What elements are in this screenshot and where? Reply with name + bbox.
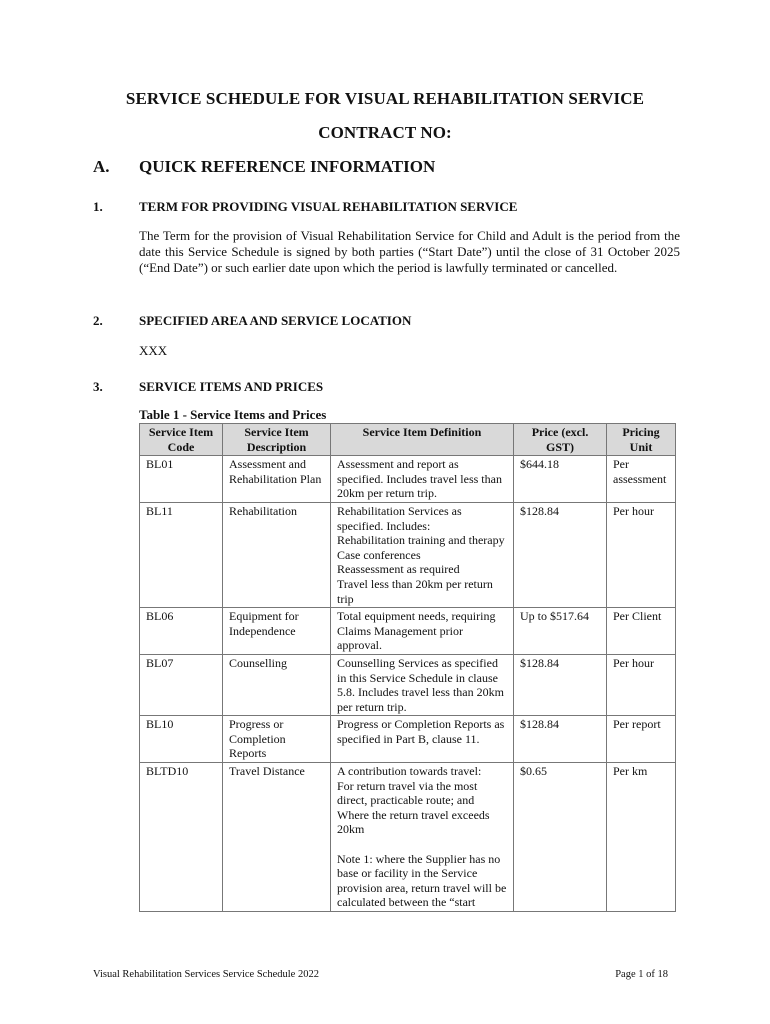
cell-price: $128.84 [514, 654, 607, 715]
table-caption: Table 1 - Service Items and Prices [139, 407, 327, 422]
cell-unit: Per Client [607, 608, 676, 655]
cell-definition: Rehabilitation Services as specified. Includes: Rehabilitation training and therapy Case conferences Reassessment as required Travel less than 20km per return trip [331, 502, 514, 607]
cell-code: BL01 [140, 456, 223, 503]
cell-description: Rehabilitation [223, 502, 331, 607]
cell-definition: Total equipment needs, requiring Claims Management prior approval. [331, 608, 514, 655]
cell-code: BL11 [140, 502, 223, 607]
cell-unit: Per hour [607, 654, 676, 715]
cell-description: Assessment and Rehabilitation Plan [223, 456, 331, 503]
cell-code: BL10 [140, 716, 223, 763]
cell-price: Up to $517.64 [514, 608, 607, 655]
cell-unit: Per km [607, 763, 676, 912]
table-row [140, 763, 676, 912]
header-definition: Service Item Definition [331, 424, 514, 456]
term-paragraph: The Term for the provision of Visual Rehabilitation Service for Child and Adult is the period from the date this Service Schedule is signed by both parties (“Start Date”) until the close of 31 October 2025 (“End Date”) or such earlier date upon which the period is lawfully terminated or cancelled. [139, 228, 680, 275]
cell-code: BLTD10 [140, 763, 223, 912]
header-code: Service Item Code [140, 424, 223, 456]
cell-price: $0.65 [514, 763, 607, 912]
cell-unit: Per report [607, 716, 676, 763]
section-number: 3. [93, 379, 103, 394]
table-row [140, 608, 676, 655]
section-a-title: QUICK REFERENCE INFORMATION [139, 157, 436, 176]
table-header-row [140, 424, 676, 456]
document-title: SERVICE SCHEDULE FOR VISUAL REHABILITATION SERVICE [125, 89, 645, 108]
footer-document-name: Visual Rehabilitation Services Service Schedule 2022 [93, 969, 319, 980]
section-title: TERM FOR PROVIDING VISUAL REHABILITATION SERVICE [139, 199, 518, 214]
header-price: Price (excl. GST) [514, 424, 607, 456]
cell-definition: A contribution towards travel: For return travel via the most direct, practicable route; and Where the return travel exceeds 20km Note 1: where the Supplier has no base or facility in the Service provision area, return travel will be calculated between the “start [331, 763, 514, 912]
cell-price: $128.84 [514, 716, 607, 763]
cell-price: $644.18 [514, 456, 607, 503]
service-items-table [139, 423, 676, 912]
cell-description: Equipment for Independence [223, 608, 331, 655]
cell-description: Travel Distance [223, 763, 331, 912]
table-row [140, 716, 676, 763]
header-unit: Pricing Unit [607, 424, 676, 456]
table-row [140, 654, 676, 715]
cell-description: Counselling [223, 654, 331, 715]
table-row [140, 456, 676, 503]
section-title: SERVICE ITEMS AND PRICES [139, 379, 324, 394]
header-description: Service Item Description [223, 424, 331, 456]
cell-description: Progress or Completion Reports [223, 716, 331, 763]
section-number: 2. [93, 313, 103, 328]
cell-code: BL06 [140, 608, 223, 655]
contract-number: CONTRACT NO: [318, 123, 452, 142]
cell-unit: Per assessment [607, 456, 676, 503]
cell-definition: Counselling Services as specified in this Service Schedule in clause 5.8. Includes travel less than 20km per return trip. [331, 654, 514, 715]
cell-unit: Per hour [607, 502, 676, 607]
section-title: SPECIFIED AREA AND SERVICE LOCATION [139, 313, 412, 328]
service-location-value: XXX [139, 343, 168, 358]
section-number: 1. [93, 199, 103, 214]
section-a-number: A. [93, 157, 110, 176]
footer-page-number: Page 1 of 18 [615, 969, 668, 980]
cell-code: BL07 [140, 654, 223, 715]
cell-definition: Progress or Completion Reports as specified in Part B, clause 11. [331, 716, 514, 763]
table-row [140, 502, 676, 607]
cell-definition: Assessment and report as specified. Includes travel less than 20km per return trip. [331, 456, 514, 503]
cell-price: $128.84 [514, 502, 607, 607]
